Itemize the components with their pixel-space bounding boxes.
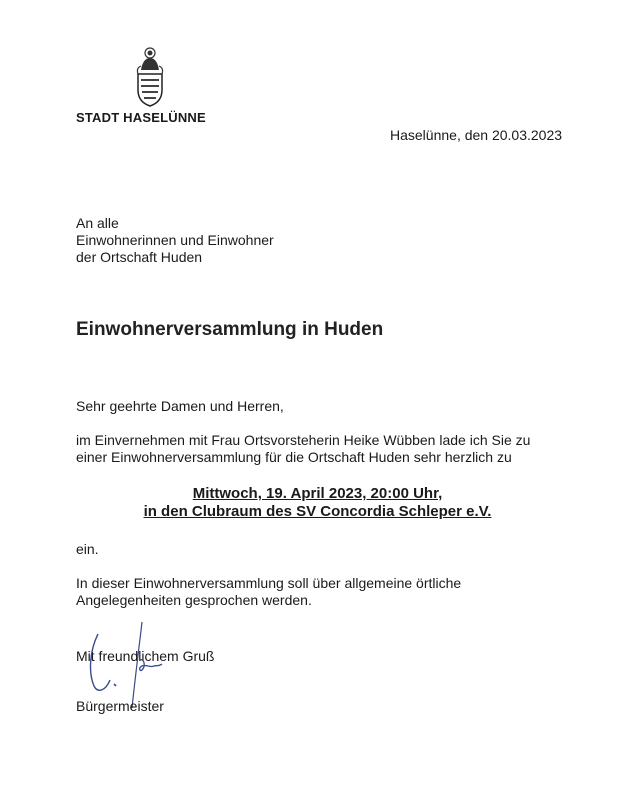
paragraph-line: einer Einwohnerversammlung für die Ortschaft Huden sehr herzlich zu — [76, 449, 512, 465]
letter-subject: Einwohnerversammlung in Huden — [76, 319, 384, 340]
closing-word: ein. — [76, 541, 99, 557]
signatory-role: Bürgermeister — [76, 698, 164, 714]
issuer-name: STADT HASELÜNNE — [76, 110, 206, 125]
topic-paragraph — [76, 575, 461, 609]
address-line: Einwohnerinnen und Einwohner — [76, 232, 274, 248]
place-date-line: Haselünne, den 20.03.2023 — [390, 127, 563, 143]
greeting: Mit freundlichem Gruß — [76, 648, 215, 664]
city-coat-of-arms-icon — [133, 44, 167, 108]
event-location: in den Clubraum des SV Concordia Schleper e.V. — [143, 503, 492, 520]
paragraph-line: Angelegenheiten gesprochen werden. — [76, 592, 312, 608]
paragraph-line: In dieser Einwohnerversammlung soll über allgemeine örtliche — [76, 575, 462, 591]
invitation-paragraph — [76, 432, 530, 466]
event-details — [0, 485, 635, 521]
event-date-time: Mittwoch, 19. April 2023, 20:00 Uhr, — [192, 485, 443, 502]
address-line: der Ortschaft Huden — [76, 249, 203, 265]
recipient-address — [76, 215, 274, 266]
salutation: Sehr geehrte Damen und Herren, — [76, 398, 284, 414]
handwritten-signature — [80, 620, 180, 710]
paragraph-line: im Einvernehmen mit Frau Ortsvorsteherin Heike Wübben lade ich Sie zu — [76, 432, 531, 448]
address-line: An alle — [76, 215, 119, 231]
